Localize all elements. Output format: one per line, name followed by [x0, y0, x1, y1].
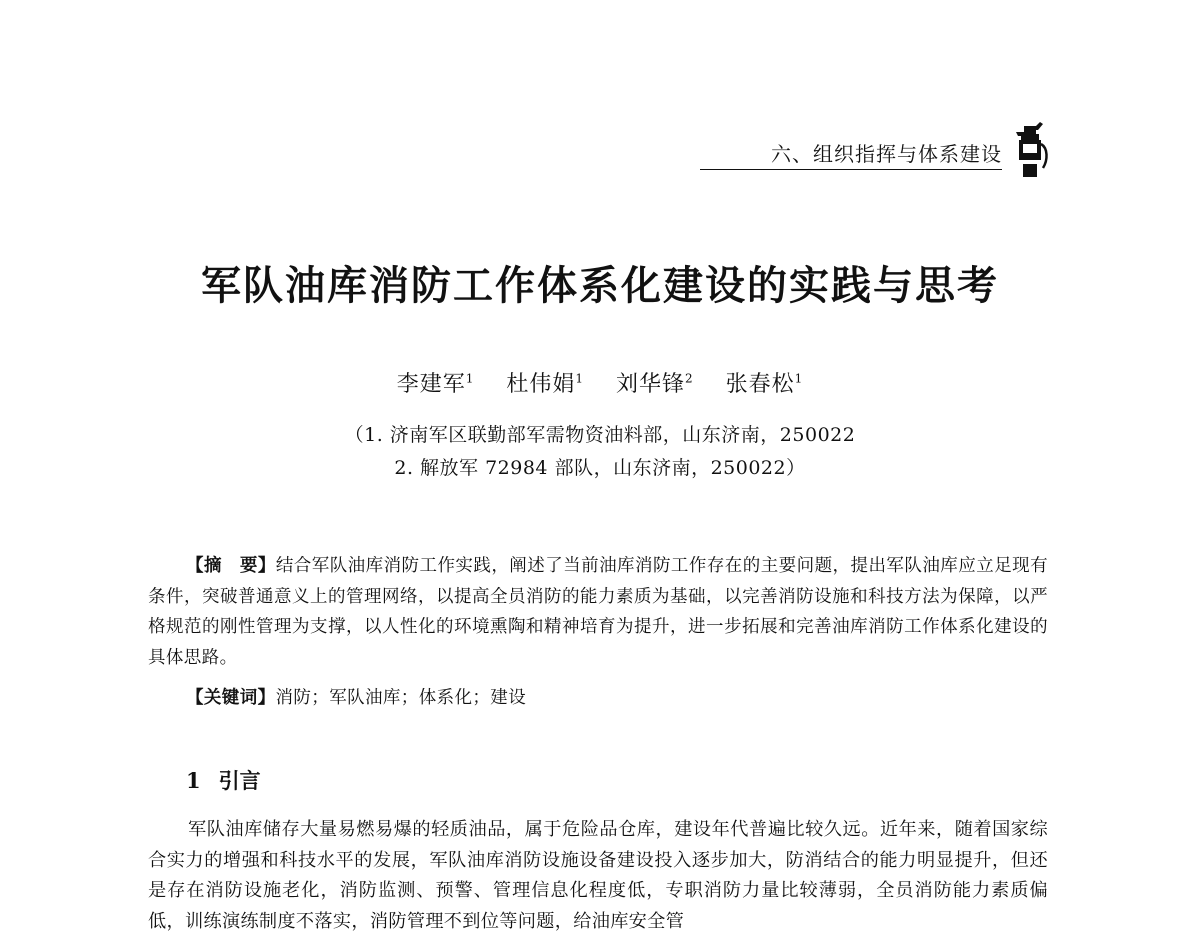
section-title: 引言	[218, 769, 261, 793]
paper-title: 军队油库消防工作体系化建设的实践与思考	[201, 262, 999, 309]
abstract-label: 【摘 要】	[186, 556, 276, 576]
author	[726, 372, 804, 397]
fire-extinguisher-icon	[1010, 120, 1050, 178]
author-affiliation-mark: 1	[794, 371, 804, 386]
author-affiliation-mark: 1	[575, 371, 584, 386]
abstract	[148, 551, 1048, 673]
affiliation-line-2: 2. 解放军 72984 部队，山东济南，250022）	[394, 457, 806, 479]
author	[616, 372, 694, 397]
author-name: 李建军	[396, 372, 466, 397]
section-number: 1	[186, 768, 201, 793]
author-affiliation-mark: 2	[685, 371, 694, 386]
author-list	[0, 367, 1200, 398]
affiliation-line-1: （1. 济南军区联勤部军需物资油料部，山东济南，250022	[344, 424, 856, 446]
running-header: 六、组织指挥与体系建设	[700, 138, 1002, 170]
section-heading	[186, 765, 261, 795]
keywords-text: 消防；军队油库；体系化；建设	[275, 688, 527, 708]
keywords	[186, 684, 526, 709]
author-name: 张春松	[725, 372, 795, 397]
author-name: 杜伟娟	[506, 372, 576, 397]
author	[506, 372, 584, 397]
abstract-text: 结合军队油库消防工作实践，阐述了当前油库消防工作存在的主要问题，提出军队油库应立足现有条件，突破普通意义上的管理网络，以提高全员消防的能力素质为基础，以完善消防设施和科技方法为保障，以严格规范的刚性管理为支撑，以人性化的环境熏陶和精神培育为提升，进一步拓展和完善油库消防工作体系化建设的具体思路。	[148, 556, 1049, 668]
author	[397, 372, 475, 397]
body-paragraph: 军队油库储存大量易燃易爆的轻质油品，属于危险品仓库，建设年代普遍比较久远。近年来，随着国家综合实力的增强和科技水平的发展，军队油库消防设施设备建设投入逐步加大，防消结合的能力明显提升，但还是存在消防设施老化，消防监测、预警、管理信息化程度低，专职消防力量比较薄弱，全员消防能力素质偏低，训练演练制度不落实，消防管理不到位等问题，给油库安全管	[148, 819, 1048, 932]
author-affiliation-mark: 1	[465, 371, 475, 386]
keywords-label: 【关键词】	[186, 688, 276, 708]
author-name: 刘华锋	[616, 372, 686, 397]
